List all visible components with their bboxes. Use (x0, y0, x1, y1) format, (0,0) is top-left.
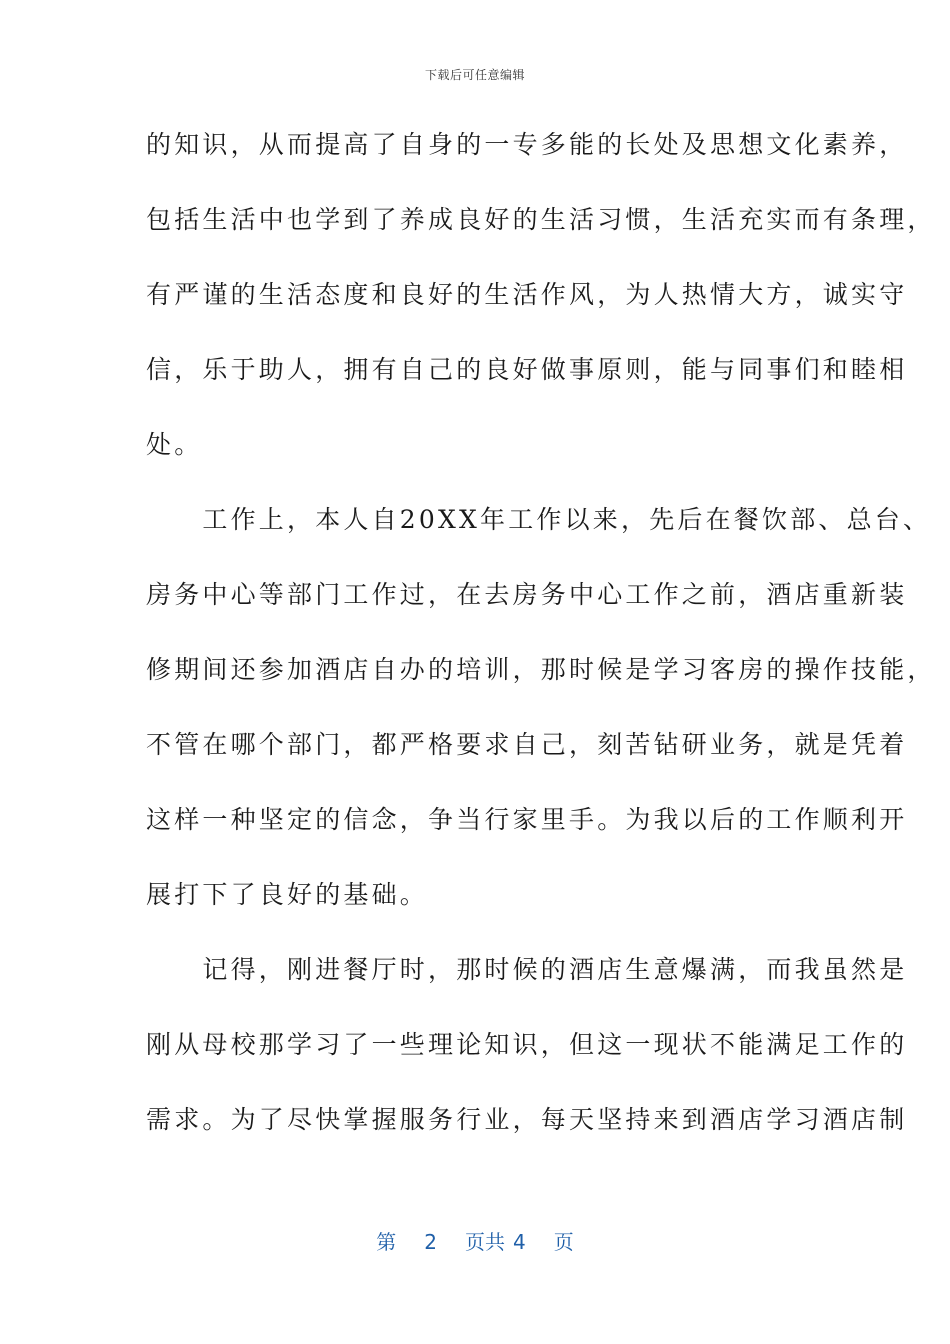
total-pages-number: 4 (513, 1230, 526, 1254)
body-line: 修期间还参加酒店自办的培训，那时候是学习客房的操作技能， (146, 655, 936, 684)
body-line: 记得，刚进餐厅时，那时候的酒店生意爆满，而我虽然是 (146, 955, 908, 984)
current-page-number: 2 (424, 1230, 437, 1254)
body-line: 需求。为了尽快掌握服务行业，每天坚持来到酒店学习酒店制 (146, 1105, 908, 1134)
body-line: 刚从母校那学习了一些理论知识，但这一现状不能满足工作的 (146, 1030, 908, 1059)
body-line: 房务中心等部门工作过，在去房务中心工作之前，酒店重新装 (146, 580, 908, 609)
body-line: 工作上，本人自20XX年工作以来，先后在餐饮部、总台、 (146, 505, 932, 534)
body-line: 信，乐于助人，拥有自己的良好做事原则，能与同事们和睦相 (146, 355, 908, 384)
body-line: 不管在哪个部门，都严格要求自己，刻苦钻研业务，就是凭着 (146, 730, 908, 759)
body-line: 处。 (146, 430, 203, 459)
body-line: 展打下了良好的基础。 (146, 880, 429, 909)
footer-suffix: 页 (553, 1230, 574, 1254)
page-footer (0, 1226, 950, 1255)
body-line: 的知识，从而提高了自身的一专多能的长处及思想文化素养， (146, 130, 908, 159)
body-line: 有严谨的生活态度和良好的生活作风，为人热情大方，诚实守 (146, 280, 908, 309)
footer-middle: 页共 (465, 1230, 505, 1254)
body-line: 包括生活中也学到了养成良好的生活习惯，生活充实而有条理， (146, 205, 936, 234)
footer-prefix: 第 (376, 1230, 397, 1254)
body-line: 这样一种坚定的信念，争当行家里手。为我以后的工作顺利开 (146, 805, 908, 834)
page-header: 下载后可任意编辑 (424, 68, 525, 82)
